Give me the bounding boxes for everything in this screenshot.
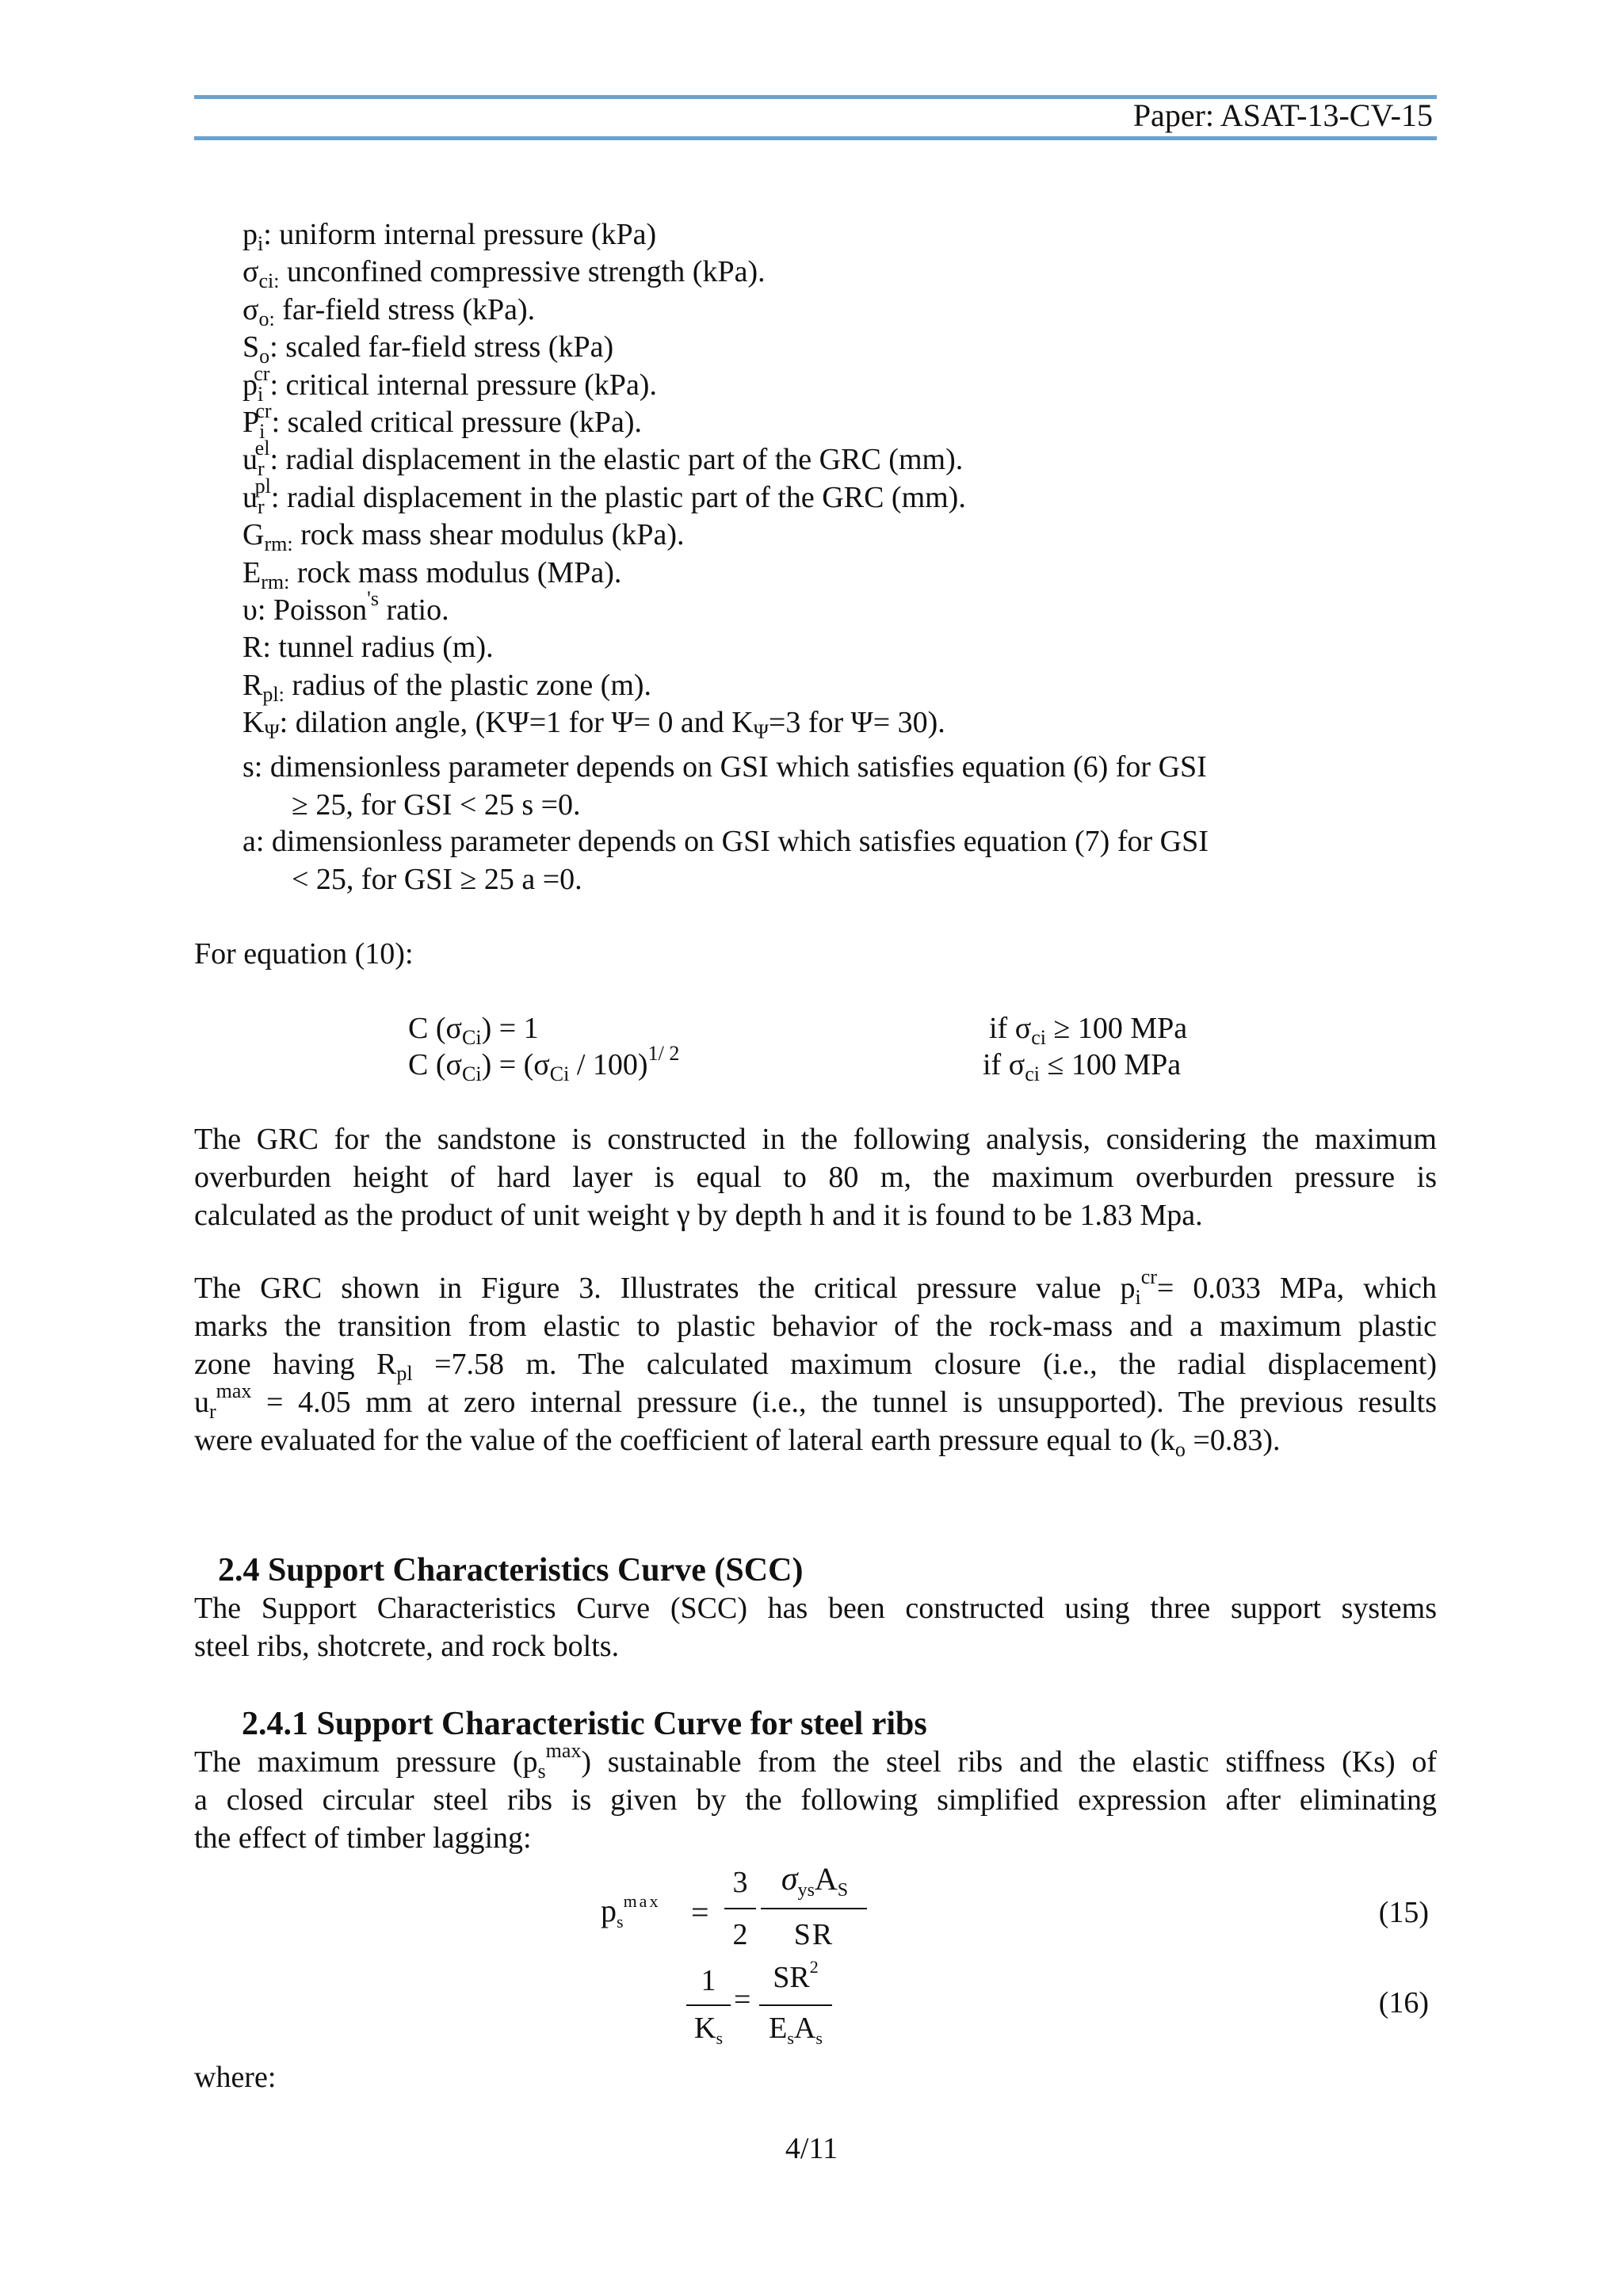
symbol-definition: $p_i$: uniform internal pressure (kPa) bbox=[242, 218, 657, 255]
symbol-definition: $G_{rm:}$ rock mass shear modulus (kPa). bbox=[242, 518, 685, 555]
eq15-den1: 2 bbox=[732, 1918, 748, 1951]
a-param-line1: a: dimensionless parameter depends on GSI which satisfies equation (7) for GSI bbox=[242, 825, 1209, 858]
section-heading-2-4: 2.4 Support Characteristics Curve (SCC) bbox=[218, 1552, 804, 1589]
eq16-num2: $SR^2$ bbox=[773, 1957, 819, 1994]
symbol-definition: $K_\Psi$: dilation angle, (KΨ=1 for Ψ= 0 and $K_\Psi=3$ for Ψ= 30). bbox=[242, 706, 945, 743]
eq16-den2: $E_sA_s$ bbox=[769, 2012, 823, 2048]
condition-row1-left: C $(\sigma_{Ci}) = 1$ bbox=[408, 1012, 539, 1049]
eq15-line1 bbox=[724, 1908, 756, 1909]
eq16-line2 bbox=[759, 2004, 832, 2006]
symbol-definition: $R_{pl:}$ radius of the plastic zone (m). bbox=[242, 669, 652, 706]
paragraph-steel-ribs: The maximum pressure $(p_s^{max})$ sustainable from the steel ribs and the elastic stiffness (Ks) of a closed circular steel ribs is given by the following simplified expression after eliminating the effect of timber lagging: bbox=[194, 1739, 1437, 1855]
symbol-definition: $u_r^{el}$: radial displacement in the elastic part of the GRC (mm). bbox=[242, 437, 964, 480]
where-label: where: bbox=[194, 2061, 277, 2094]
eq15-num1: 3 bbox=[732, 1866, 748, 1899]
eq15-line2 bbox=[761, 1908, 867, 1909]
condition-row1-right: if $\sigma_{ci} \ge 100$ MPa bbox=[989, 1012, 1188, 1049]
symbol-definition: $\sigma_{ci:}$ unconfined compressive strength (kPa). bbox=[242, 255, 766, 292]
eq15-num2: $\sigma_{ys}A_S$ bbox=[781, 1861, 849, 1901]
symbol-definition: $u_r^{pl}$: radial displacement in the plastic part of the GRC (mm). bbox=[242, 475, 966, 518]
symbol-definition: $p_i^{cr}$: critical internal pressure (kPa). bbox=[242, 362, 657, 406]
paragraph-grc-figure3: The GRC shown in Figure 3. Illustrates the critical pressure value $p_i^{cr}= 0.033$ MPa, which marks the transition from elastic to plastic behavior of the rock-mass and a maximum plastic zone having $R_{pl} =7.58$ m. The calculated maximum closure (i.e., the radial displacement) $u_r^{max} = 4.05$ mm at zero internal pressure (i.e., the tunnel is unsupported). The previous results were evaluated for the value of the coefficient of lateral earth pressure equal to $(k_o =0.83)$. bbox=[194, 1265, 1437, 1461]
equation-15-number: (15) bbox=[1378, 1896, 1429, 1929]
condition-row2-right: if $\sigma_{ci} \le 100$ MPa bbox=[983, 1048, 1182, 1085]
a-param-line2: < 25, for GSI ≥ 25 a =0. bbox=[292, 863, 582, 896]
symbol-definition: R: tunnel radius (m). bbox=[242, 631, 494, 664]
condition-row2-left: C $(\sigma_{Ci}) = (\sigma_{Ci} / 100)^{1/ 2}$ bbox=[408, 1042, 680, 1085]
symbol-definition: υ: Poisson$^{'s}$ ratio. bbox=[242, 587, 449, 627]
symbol-definition: $E_{rm:}$ rock mass modulus (MPa). bbox=[242, 556, 622, 593]
page-number: 4/11 bbox=[785, 2132, 838, 2165]
s-param-line1: s: dimensionless parameter depends on GSI which satisfies equation (6) for GSI bbox=[242, 750, 1207, 784]
paragraph-grc-sandstone: The GRC for the sandstone is constructed in the following analysis, considering the maximum overburden height of hard layer is equal to 80 m, the maximum overburden pressure is calculated as the product of unit weight γ by depth h and it is found to be 1.83 Mpa. bbox=[194, 1123, 1437, 1232]
section-heading-2-4-1: 2.4.1 Support Characteristic Curve for steel ribs bbox=[242, 1706, 927, 1742]
symbol-definition: $P_i^{cr}$: scaled critical pressure (kPa). bbox=[242, 399, 642, 443]
equation-16-number: (16) bbox=[1378, 1986, 1429, 2019]
eq15-den2: SR bbox=[793, 1918, 834, 1951]
eq16-equals: = bbox=[734, 1983, 751, 2016]
eq15-equals: = bbox=[691, 1894, 709, 1930]
eq15-lhs: $p_s^{max}$ bbox=[601, 1891, 661, 1932]
eq16-num1: 1 bbox=[701, 1964, 716, 1997]
symbol-definition: $\sigma_{o:}$ far-field stress (kPa). bbox=[242, 293, 536, 330]
eq16-den1: $K_s$ bbox=[693, 2012, 723, 2048]
paragraph-scc-intro: The Support Characteristics Curve (SCC) has been constructed using three support systems steel ribs, shotcrete, and rock bolts. bbox=[194, 1592, 1437, 1663]
for-equation-label: For equation (10): bbox=[194, 937, 414, 971]
paper-id: Paper: ASAT-13-CV-15 bbox=[1132, 97, 1433, 133]
header-rule-bottom bbox=[194, 136, 1437, 140]
symbol-definition: $S_o$: scaled far-field stress (kPa) bbox=[242, 330, 614, 368]
eq16-line1 bbox=[686, 2004, 731, 2006]
s-param-line2: ≥ 25, for GSI < 25 s =0. bbox=[292, 788, 581, 822]
